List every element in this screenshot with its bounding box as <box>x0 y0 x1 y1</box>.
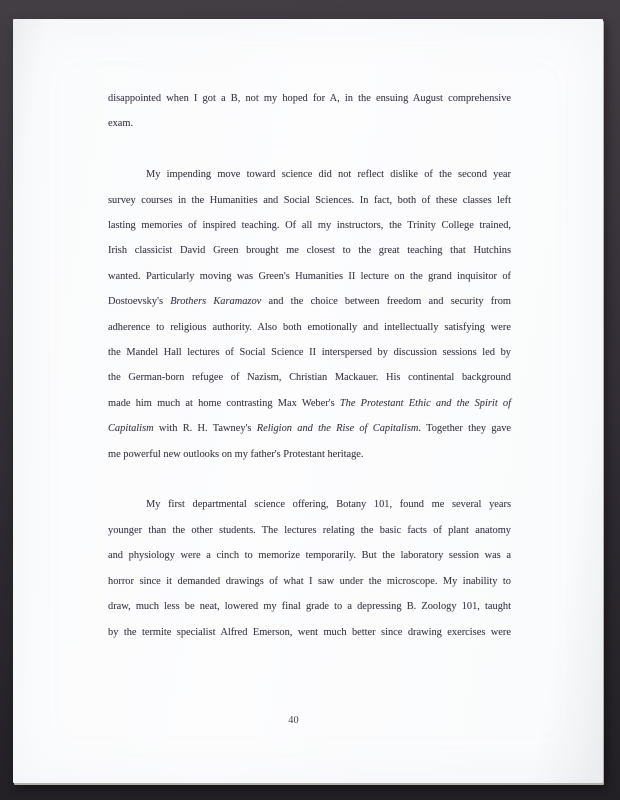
text-line <box>108 111 511 136</box>
italic-text-run: Religion and the Rise of Capitalism <box>256 423 419 435</box>
page-number: 40 <box>288 715 299 726</box>
text-run: Irish classicist David Green brought me closest to the great teaching that Hutchins <box>108 245 511 257</box>
text-line <box>108 391 511 416</box>
text-run: younger than the other students. The lectures relating the basic facts of plant anatomy <box>108 524 511 536</box>
text-run: exam. <box>108 118 134 130</box>
text-line <box>108 340 511 365</box>
text-run: disappointed when I got a B, not my hoped for A, in the ensuing August comprehensive <box>108 93 511 104</box>
text-run: My first departmental science offering, Botany 101, found me several years <box>146 499 511 511</box>
document-page <box>13 19 603 783</box>
text-line <box>108 213 511 238</box>
text-run: the German-born refugee of Nazism, Christian Mackauer. His continental background <box>108 372 511 384</box>
text-run: and physiology were a cinch to memorize temporarily. But the laboratory session was a <box>108 550 511 562</box>
italic-text-run: Brothers Karamazov <box>170 296 262 308</box>
text-line <box>108 518 511 543</box>
text-run: My impending move toward science did not reflect dislike of the second year <box>146 169 511 181</box>
text-run: draw, much less be neat, lowered my final grade to a depressing B. Zoology 101, taught <box>108 601 511 613</box>
text-line <box>108 594 511 619</box>
text-run: lasting memories of inspired teaching. Of all my instructors, the Trinity College trained, <box>108 220 511 232</box>
text-line <box>108 188 511 213</box>
italic-text-run: Capitalism <box>108 423 154 435</box>
text-line <box>108 569 511 594</box>
text-line <box>108 86 511 111</box>
page-text-block <box>108 86 511 645</box>
text-line <box>108 620 511 645</box>
text-run: . Together they gave <box>418 423 511 435</box>
text-run: wanted. Particularly moving was Green's Humanities II lecture on the grand inquisitor of <box>108 270 511 282</box>
text-line <box>108 543 511 568</box>
text-run: made him much at home contrasting Max Weber's <box>108 397 340 409</box>
italic-text-run: The Protestant Ethic and the Spirit of <box>339 397 511 409</box>
text-line <box>108 264 511 289</box>
text-run: survey courses in the Humanities and Social Sciences. In fact, both of these classes left <box>108 194 511 206</box>
text-line <box>108 416 511 441</box>
text-run: horror since it demanded drawings of what I saw under the microscope. My inability to <box>108 575 511 587</box>
text-run: and the choice between freedom and security from <box>261 296 511 308</box>
text-line <box>108 492 511 517</box>
paragraph <box>108 492 511 644</box>
text-line <box>108 442 511 467</box>
text-run: with R. H. Tawney's <box>153 423 257 435</box>
text-run: Dostoevsky's <box>108 296 171 308</box>
text-line <box>108 238 511 263</box>
text-run: me powerful new outlooks on my father's Protestant heritage. <box>108 448 364 460</box>
text-run: by the termite specialist Alfred Emerson, went much better since drawing exercises were <box>108 626 511 638</box>
text-line <box>108 162 511 187</box>
text-run: the Mandel Hall lectures of Social Science II interspersed by discussion sessions led by <box>108 347 511 359</box>
paragraph <box>108 162 511 467</box>
text-line <box>108 289 511 314</box>
paragraph <box>108 86 511 137</box>
text-line <box>108 315 511 340</box>
text-run: adherence to religious authority. Also both emotionally and intellectually satisfying were <box>108 321 511 333</box>
text-line <box>108 365 511 390</box>
